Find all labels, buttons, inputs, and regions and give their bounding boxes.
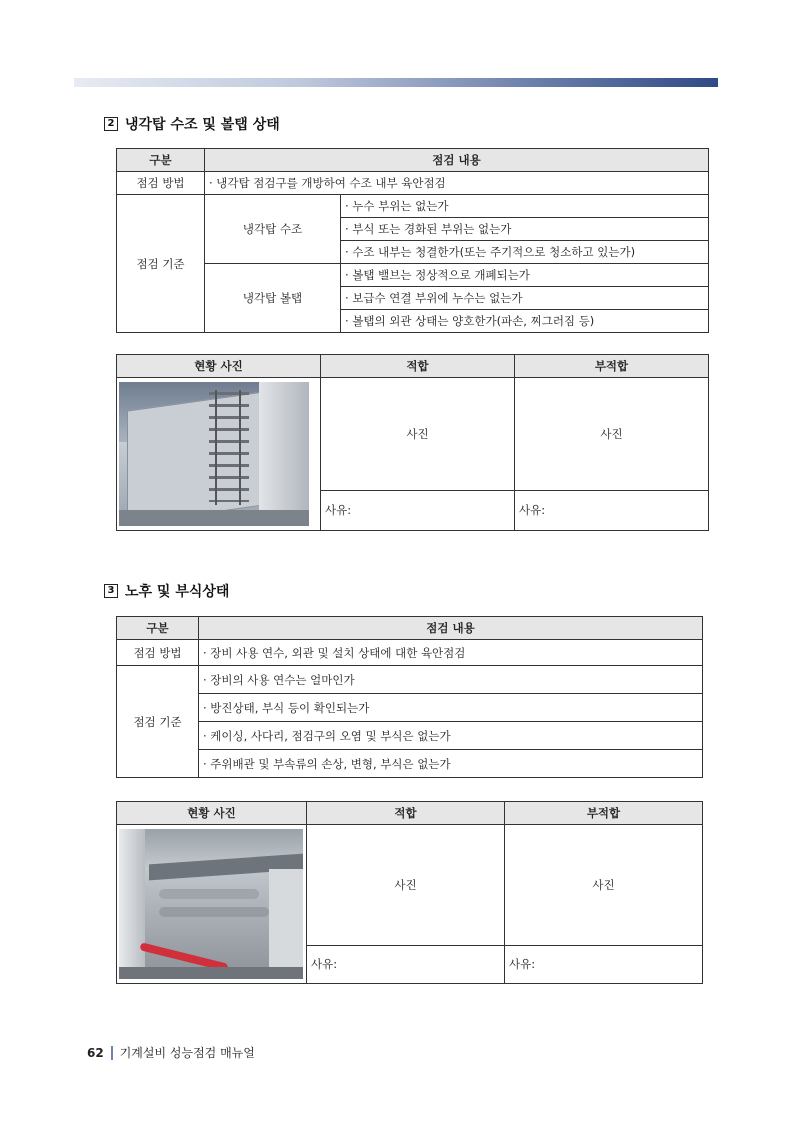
header-unfit: 부적합: [515, 355, 709, 378]
criteria-item: · 누수 부위는 없는가: [341, 195, 709, 218]
criteria-item: · 장비의 사용 연수는 얼마인가: [199, 666, 703, 694]
header-fit: 적합: [321, 355, 515, 378]
header-category: 구분: [117, 617, 199, 640]
group-label: 냉각탑 수조: [205, 195, 341, 264]
table-row: [117, 640, 703, 666]
photo-table-3: [116, 801, 703, 984]
criteria-label: 점검 기준: [117, 195, 205, 333]
photo-row: [117, 825, 703, 946]
current-photo-cell: [117, 378, 321, 531]
page-number: 62: [87, 1045, 104, 1060]
method-label: 점검 방법: [117, 640, 199, 666]
page-footer: [87, 1044, 255, 1061]
criteria-item: · 부식 또는 경화된 부위는 없는가: [341, 218, 709, 241]
fit-reason-cell[interactable]: 사유:: [307, 945, 505, 983]
section-number: 3: [104, 584, 118, 598]
section-heading: 노후 및 부식상태: [125, 584, 230, 600]
table-row: [117, 750, 703, 778]
current-photo-cell: [117, 825, 307, 984]
criteria-item: · 케이싱, 사다리, 점검구의 오염 및 부식은 없는가: [199, 722, 703, 750]
corrosion-photo: [119, 829, 303, 979]
header-current-photo: 현황 사진: [117, 355, 321, 378]
method-text: · 장비 사용 연수, 외관 및 설치 상태에 대한 육안점검: [199, 640, 703, 666]
criteria-item: · 수조 내부는 청결한가(또는 주기적으로 청소하고 있는가): [341, 241, 709, 264]
section-heading: 냉각탑 수조 및 볼탭 상태: [125, 117, 280, 133]
header-content: 점검 내용: [199, 617, 703, 640]
photo-header-row: [117, 355, 709, 378]
table-header-row: [117, 617, 703, 640]
fit-photo-cell: 사진: [307, 825, 505, 946]
header-decoration-bar: [74, 78, 718, 87]
table-row: [117, 195, 709, 218]
unfit-photo-cell: 사진: [505, 825, 703, 946]
header-category: 구분: [117, 149, 205, 172]
unfit-reason-cell[interactable]: 사유:: [505, 945, 703, 983]
footer-divider: [111, 1046, 113, 1060]
photo-header-row: [117, 802, 703, 825]
table-header-row: [117, 149, 709, 172]
header-current-photo: 현황 사진: [117, 802, 307, 825]
header-unfit: 부적합: [505, 802, 703, 825]
footer-title: 기계설비 성능점검 매뉴얼: [119, 1046, 255, 1060]
section-2-title: [104, 114, 280, 134]
table-row: [117, 264, 709, 287]
method-label: 점검 방법: [117, 172, 205, 195]
table-row: [117, 172, 709, 195]
photo-row: [117, 378, 709, 491]
header-content: 점검 내용: [205, 149, 709, 172]
inspection-table-2: [116, 148, 709, 333]
table-row: [117, 694, 703, 722]
table-row: [117, 666, 703, 694]
group-label: 냉각탑 볼탭: [205, 264, 341, 333]
criteria-item: · 주위배관 및 부속류의 손상, 변형, 부식은 없는가: [199, 750, 703, 778]
table-row: [117, 722, 703, 750]
inspection-table-3: [116, 616, 703, 778]
unfit-photo-cell: 사진: [515, 378, 709, 491]
criteria-label: 점검 기준: [117, 666, 199, 778]
criteria-item: · 볼탭 밸브는 정상적으로 개폐되는가: [341, 264, 709, 287]
criteria-item: · 방진상태, 부식 등이 확인되는가: [199, 694, 703, 722]
cooling-tower-photo: [119, 382, 309, 526]
method-text: · 냉각탑 점검구를 개방하여 수조 내부 육안점검: [205, 172, 709, 195]
photo-table-2: [116, 354, 709, 531]
section-3-title: [104, 581, 229, 601]
unfit-reason-cell[interactable]: 사유:: [515, 490, 709, 530]
fit-photo-cell: 사진: [321, 378, 515, 491]
header-fit: 적합: [307, 802, 505, 825]
section-number: 2: [104, 117, 118, 131]
criteria-item: · 보급수 연결 부위에 누수는 없는가: [341, 287, 709, 310]
criteria-item: · 볼탭의 외관 상태는 양호한가(파손, 찌그러짐 등): [341, 310, 709, 333]
fit-reason-cell[interactable]: 사유:: [321, 490, 515, 530]
